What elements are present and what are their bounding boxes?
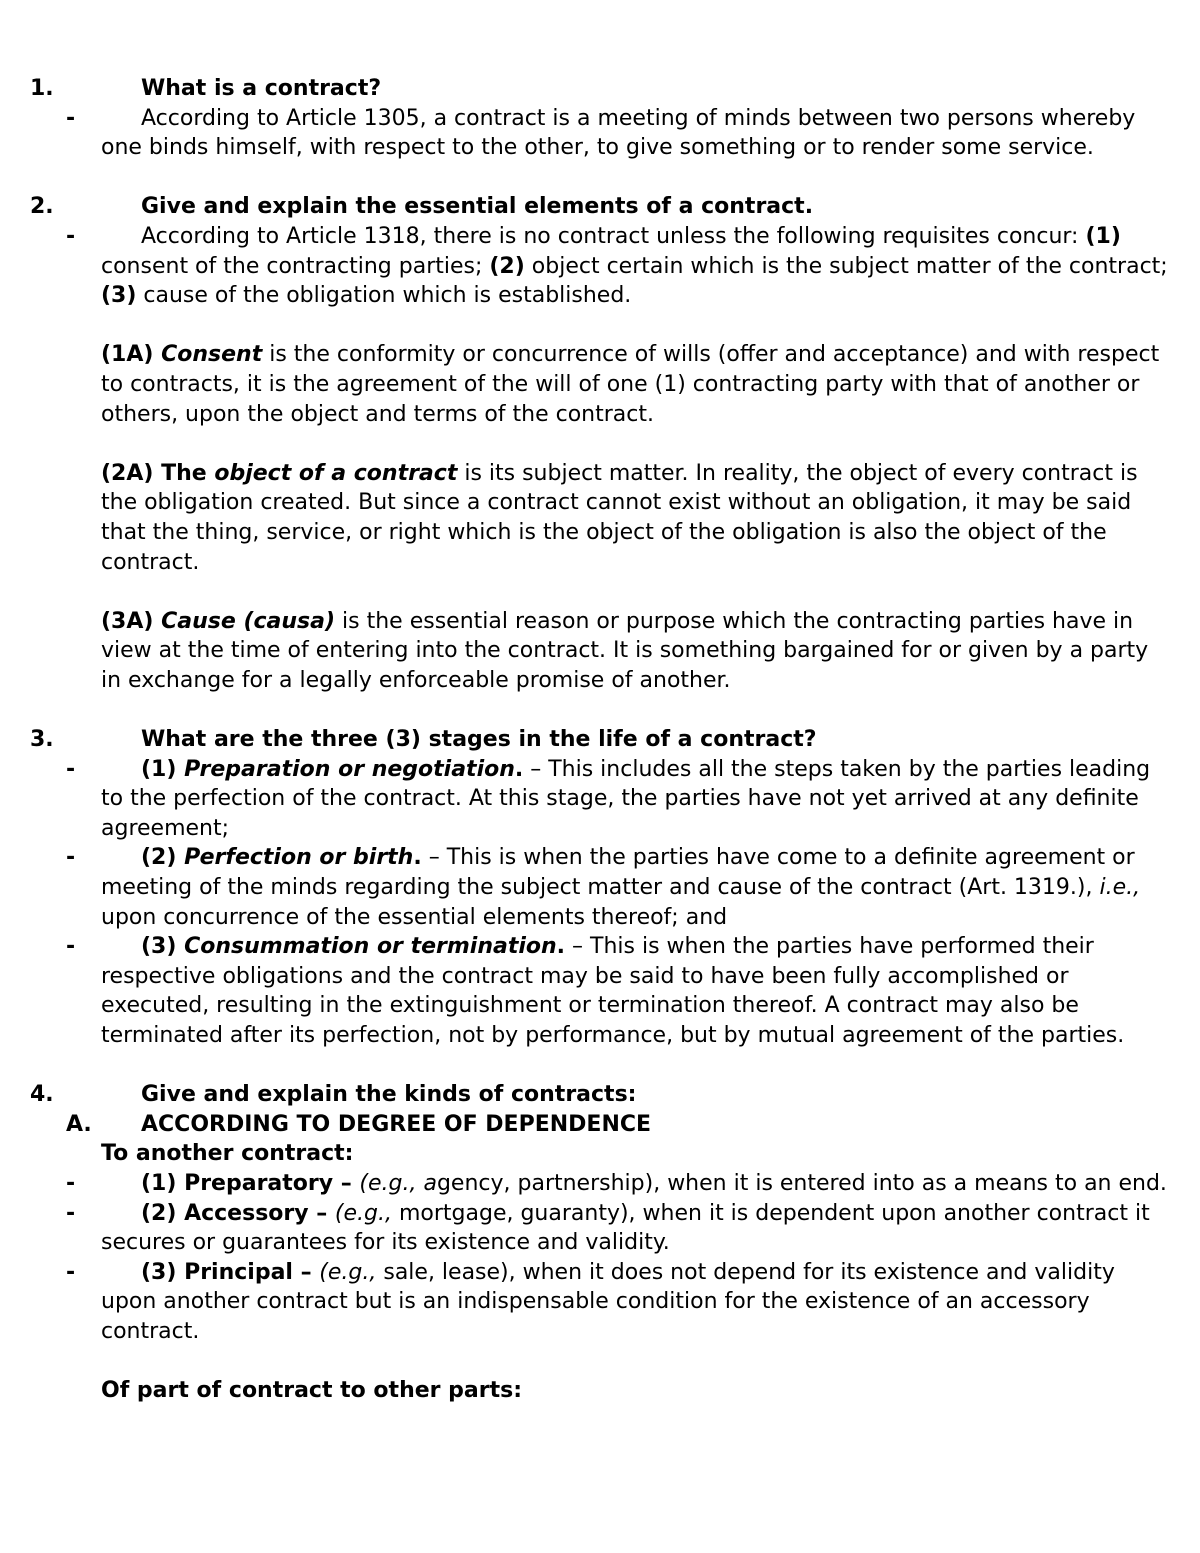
bullet-dash: - [66,1200,76,1226]
question-3-heading [0,725,1200,755]
stage-text: upon concurrence of the essential elements thereof; and [101,904,728,930]
stage-abbrev: i.e., [1099,875,1141,901]
element-term: Consent [161,342,263,368]
kind-label: (3) Principal – [141,1259,320,1285]
requisite-label: (2) [489,253,525,279]
bullet-dash: - [66,756,76,782]
stage-label: (2) [141,845,185,871]
element-text: is the conformity or concurrence of wills (offer and acceptance) and with respect to contracts, it is the agreement of the will of one (1) contracting party with that of another or others, upon the object and terms of the contract. [101,342,1160,427]
requisite-label: (1) [1085,223,1121,249]
kind-item [0,1169,1200,1199]
element-paragraph-consent [0,340,1200,429]
question-text: Give and explain the kinds of contracts: [141,1082,637,1108]
element-label: (2A) The [101,460,215,486]
element-text: is its subject matter. In reality, the object of every contract is the obligation created. But since a contract cannot exist without an obligation, it may be said that the thing, service, or right which is the object of the obligation is also the object of the contract. [101,460,1138,575]
kind-example: (e.g., [334,1200,392,1226]
question-4-heading [0,1080,1200,1110]
answer-text: According to Article 1305, a contract is a meeting of minds between two persons whereby one binds himself, with respect to the other, to give something or to render some service. [101,105,1136,161]
kind-item [0,1258,1200,1347]
stage-text: – This is when the parties have come to a definite agreement or meeting of the minds regarding the subject matter and cause of the contract (Art. 1319.), [101,845,1135,901]
stage-term: Perfection or birth [184,845,414,871]
section-title: ACCORDING TO DEGREE OF DEPENDENCE [141,1111,652,1137]
subheading-text: Of part of contract to other parts: [101,1378,523,1404]
requisite-text: object certain which is the subject matter of the contract; [524,253,1168,279]
stage-item: - (2) Perfection or birth. – This is when the parties have come to a definite agreement or meeting of the minds regarding the subject matter and cause of the contract (Art. 1319.), i.e., upon concurrence of the essential elements thereof; and [66,845,1141,930]
element-term: Cause (causa) [161,608,336,634]
element-label: (3A) [101,608,162,634]
kind-text: gency, partnership), when it is entered into as a means to an end. [436,1170,1167,1196]
element-term: object of a contract [214,460,458,486]
question-number: 4. [30,1082,54,1108]
element-paragraph-cause [0,607,1200,696]
stage-term: Consummation or termination [184,934,557,960]
answer-intro: According to Article 1318, there is no contract unless the following requisites concur: [141,223,1079,249]
question-2-heading [0,192,1200,222]
answer-paragraph [0,104,1200,163]
question-number: 1. [30,76,54,101]
kind-text: mortgage, guaranty), when it is dependent upon another contract it secures or guarantees for its existence and validity. [101,1200,1150,1256]
kind-example: (e.g., [319,1259,377,1285]
question-text: What are the three (3) stages in the life of a contract? [141,727,817,753]
requisite-text: consent of the contracting parties; [101,253,490,279]
question-1-heading [0,74,1200,104]
kind-label: (1) Preparatory – [141,1170,360,1196]
requisite-text: cause of the obligation which is established. [136,283,632,309]
stage-text: – This is when the parties have performed their respective obligations and the contract may be said to have been fully accomplished or executed, resulting in the extinguishment or termination thereof. A contract may also be terminated after its perfection, not by performance, but by mutual agreement of the parties. [101,934,1125,1048]
subheading-text: To another contract: [101,1141,354,1167]
question-text: What is a contract? [141,76,382,101]
element-text: is the essential reason or purpose which the contracting parties have in view at the time of entering into the contract. It is something bargained for or given by a party in exchange for a legally enforceable promise of another. [101,608,1149,693]
stage-text: – This includes all the steps taken by the parties leading to the perfection of the contract. At this stage, the parties have not yet arrived at any definite agreement; [101,756,1151,841]
stage-item: - (3) Consummation or termination. – This is when the parties have performed their respective obligations and the contract may be said to have been fully accomplished or executed, resulting in the extinguishment or termination thereof. A contract may also be terminated after its perfection, not by performance, but by mutual agreement of the parties. [66,934,1125,1048]
stage-item: - (1) Preparation or negotiation. – This includes all the steps taken by the parties leading to the perfection of the contract. At this stage, the parties have not yet arrived at any definite agreement; [66,756,1151,841]
question-number: 3. [30,727,54,753]
element-label: (1A) [101,342,162,368]
kind-item [0,1199,1200,1258]
bullet-dash: - [66,223,76,249]
bullet-dash: - [66,934,76,960]
kind-label: (2) Accessory – [141,1200,335,1226]
bullet-dash: - [66,1259,76,1285]
kind-example: (e.g., a [359,1170,437,1196]
section-letter: A. [66,1111,92,1137]
bullet-dash: - [66,105,76,131]
document-page [0,74,1200,1406]
stage-term: Preparation or negotiation [184,756,515,782]
answer-paragraph [0,222,1200,311]
bullet-dash: - [66,845,76,871]
element-paragraph-object [0,459,1200,577]
question-text: Give and explain the essential elements of a contract. [141,194,814,220]
subheading [0,1376,1200,1406]
stage-label: (3) [141,934,185,960]
kind-text: sale, lease), when it does not depend for its existence and validity upon another contract but is an indispensable condition for the existence of an accessory contract. [101,1259,1115,1344]
stage-label: (1) [141,756,185,782]
section-heading [0,1110,1200,1140]
requisite-label: (3) [101,283,137,309]
question-number: 2. [30,194,54,220]
subheading [0,1139,1200,1169]
bullet-dash: - [66,1170,76,1196]
